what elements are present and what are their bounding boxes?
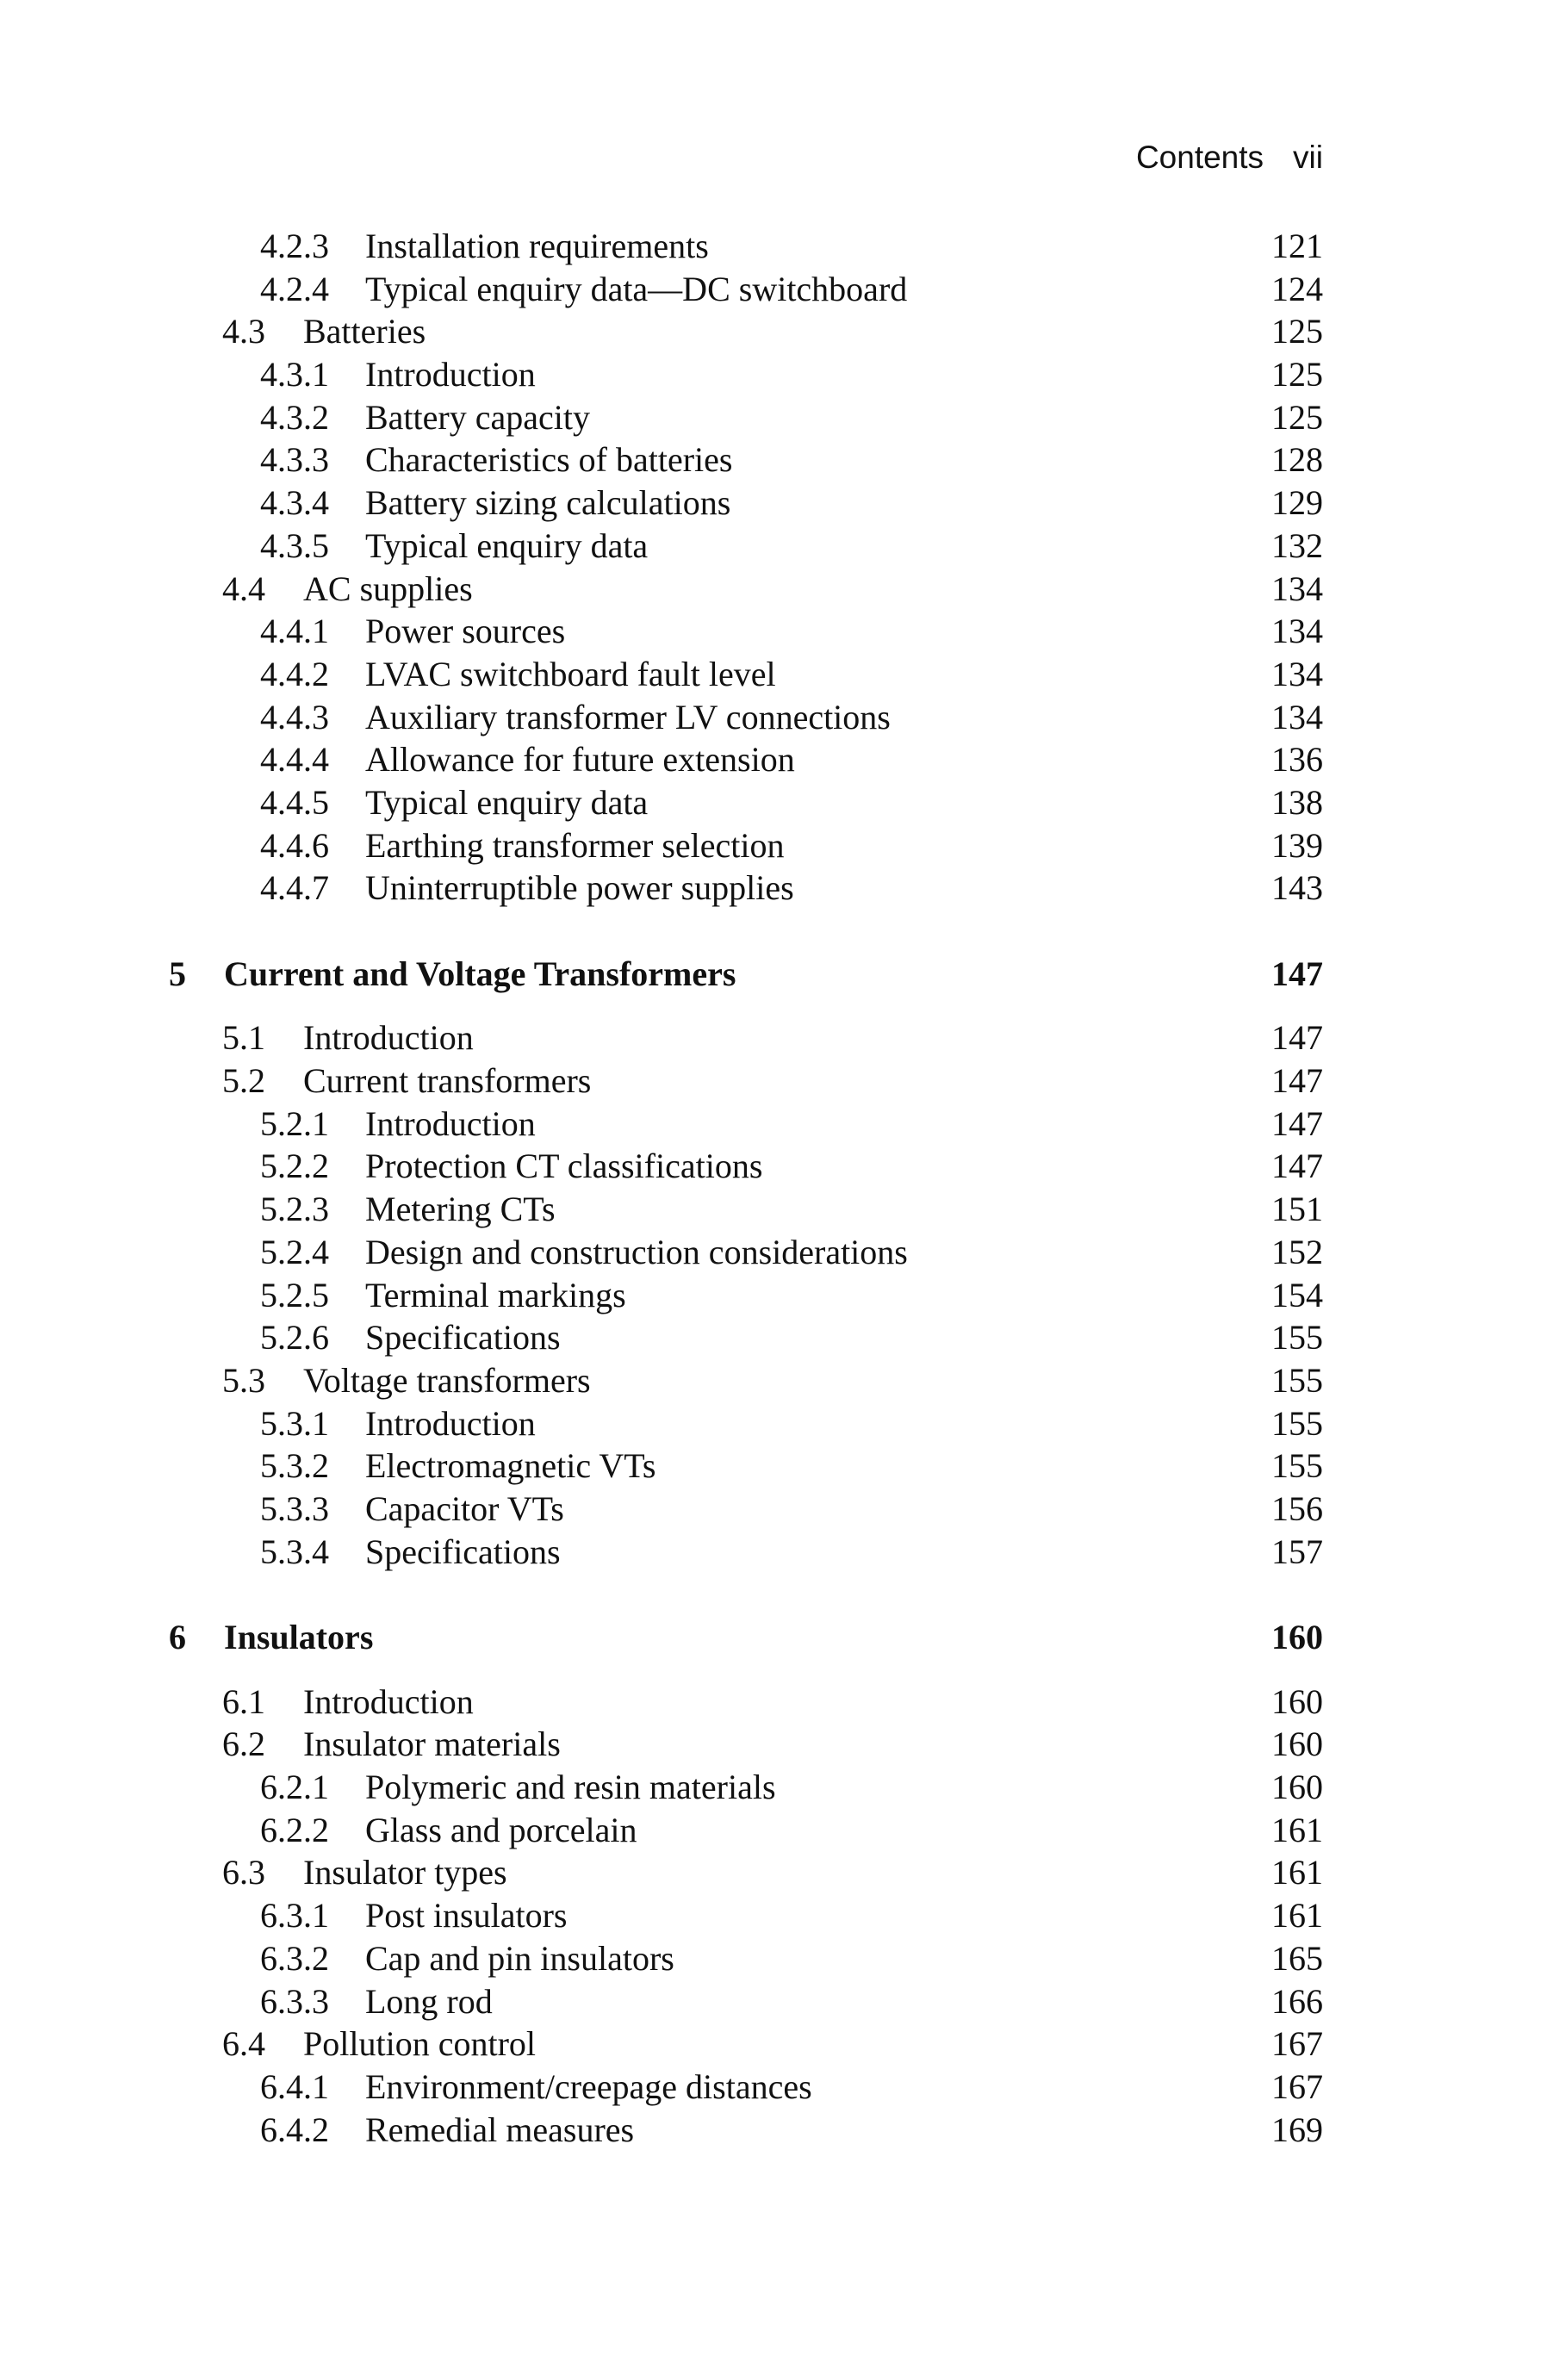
- toc-entry-title: Specifications: [365, 1532, 561, 1571]
- toc-entry: [0, 1809, 1547, 1852]
- toc-entry: [0, 696, 1547, 739]
- toc-entry-title: Current transformers: [303, 1061, 592, 1101]
- toc-entry: [0, 2023, 1547, 2066]
- toc-entry: [0, 1937, 1547, 1980]
- toc-entry-page-number: 134: [1271, 612, 1323, 651]
- toc-entry-page-number: 161: [1271, 1853, 1323, 1892]
- toc-entry: [0, 396, 1547, 439]
- toc-chapter-heading: [0, 953, 1547, 996]
- toc-entry-page-number: 160: [1271, 1618, 1323, 1656]
- toc-entry-number: 6.4.1: [260, 2066, 329, 2106]
- toc-entry-number: 4.4.5: [260, 782, 329, 822]
- toc-entry-number: 4.4: [222, 569, 265, 608]
- toc-entry-page-number: 129: [1271, 483, 1323, 523]
- toc-entry: [0, 1851, 1547, 1894]
- toc-entry-number: 4.3.1: [260, 355, 329, 395]
- toc-entry-title: Characteristics of batteries: [365, 440, 733, 480]
- toc-entry-number: 5.2.1: [260, 1103, 329, 1143]
- toc-entry-title: Introduction: [365, 1103, 536, 1143]
- toc-entry-page-number: 160: [1271, 1724, 1323, 1764]
- toc-entry-title: Uninterruptible power supplies: [365, 868, 794, 908]
- toc-entry-number: 6.2: [222, 1724, 265, 1764]
- toc-entry-title: Insulator materials: [303, 1724, 561, 1764]
- toc-entry-title: Electromagnetic VTs: [365, 1446, 656, 1486]
- toc-entry-number: 4.3.3: [260, 440, 329, 480]
- toc-entry-number: 6.4.2: [260, 2110, 329, 2149]
- toc-entry-title: Specifications: [365, 1318, 561, 1358]
- toc-entry-title: Pollution control: [303, 2024, 536, 2064]
- toc-entry-title: Batteries: [303, 312, 426, 351]
- toc-entry: [0, 525, 1547, 568]
- toc-entry: [0, 738, 1547, 781]
- running-head-page-number: vii: [1293, 140, 1323, 175]
- toc-entry-title: Environment/creepage distances: [365, 2066, 812, 2106]
- toc-entry-page-number: 165: [1271, 1938, 1323, 1978]
- toc-entry-title: AC supplies: [303, 569, 473, 608]
- toc-entry: [0, 225, 1547, 268]
- toc-entry: [0, 1723, 1547, 1766]
- toc-entry-page-number: 139: [1271, 825, 1323, 865]
- toc-entry-page-number: 155: [1271, 1360, 1323, 1400]
- toc-entry-page-number: 125: [1271, 312, 1323, 351]
- toc-entry-page-number: 147: [1271, 1018, 1323, 1058]
- toc-chapter-heading: [0, 1616, 1547, 1659]
- toc-entry-title: Long rod: [365, 1981, 493, 2021]
- toc-entry-page-number: 121: [1271, 227, 1323, 265]
- toc-entry-number: 4.4.3: [260, 697, 329, 736]
- toc-entry-number: 4.4.2: [260, 654, 329, 693]
- toc-entry-number: 5: [169, 954, 186, 993]
- toc-entry-title: Typical enquiry data: [365, 525, 649, 565]
- toc-entry-number: 6.2.2: [260, 1810, 329, 1849]
- toc-entry-number: 5.2.5: [260, 1275, 329, 1314]
- toc-entry-page-number: 134: [1271, 654, 1323, 693]
- toc-entry: [0, 1488, 1547, 1531]
- toc-entry: [0, 1316, 1547, 1359]
- toc-entry-page-number: 161: [1271, 1896, 1323, 1936]
- toc-entry-title: Typical enquiry data—DC switchboard: [365, 269, 908, 308]
- toc-entry-number: 6: [169, 1618, 186, 1656]
- running-head-label: Contents: [1135, 140, 1264, 175]
- toc-entry-page-number: 167: [1271, 2024, 1323, 2064]
- toc-entry-page-number: 169: [1271, 2110, 1323, 2149]
- toc-entry: [0, 1894, 1547, 1937]
- toc-entry-page-number: 167: [1271, 2066, 1323, 2106]
- toc-entry-number: 5.3: [222, 1360, 265, 1400]
- toc-entry-number: 4.4.4: [260, 740, 329, 780]
- running-head: [1136, 138, 1323, 177]
- toc-entry-number: 5.3.2: [260, 1446, 329, 1486]
- toc-entry: [0, 1766, 1547, 1809]
- toc-entry-title: Voltage transformers: [303, 1360, 591, 1400]
- toc-entry-number: 6.3.1: [260, 1896, 329, 1936]
- toc-entry-title: Insulator types: [303, 1853, 507, 1892]
- toc-entry-title: Installation requirements: [365, 227, 709, 265]
- toc-entry-title: Introduction: [303, 1018, 474, 1058]
- toc-entry: [0, 1060, 1547, 1103]
- toc-entry: [0, 2109, 1547, 2152]
- toc-entry-number: 5.2.6: [260, 1318, 329, 1358]
- toc-entry-page-number: 134: [1271, 697, 1323, 736]
- toc-entry-title: Post insulators: [365, 1896, 568, 1936]
- toc-entry-page-number: 138: [1271, 782, 1323, 822]
- toc-entry: [0, 268, 1547, 311]
- toc-entry-number: 5.1: [222, 1018, 265, 1058]
- toc-entry-page-number: 152: [1271, 1232, 1323, 1271]
- toc-entry-page-number: 132: [1271, 525, 1323, 565]
- toc-entry-number: 5.2: [222, 1061, 265, 1101]
- toc-entry-page-number: 143: [1271, 868, 1323, 908]
- toc-entry: [0, 1402, 1547, 1445]
- toc-entry-number: 6.4: [222, 2024, 265, 2064]
- toc-entry: [0, 824, 1547, 867]
- toc-entry: [0, 568, 1547, 611]
- toc-entry-page-number: 151: [1271, 1190, 1323, 1229]
- toc-entry-title: Introduction: [303, 1681, 474, 1721]
- toc-entry-title: Polymeric and resin materials: [365, 1768, 776, 1807]
- toc-entry-page-number: 147: [1271, 1103, 1323, 1143]
- toc-entry: [0, 1188, 1547, 1231]
- toc-entry: [0, 1445, 1547, 1488]
- toc-entry-number: 4.4.1: [260, 612, 329, 651]
- toc-entry-number: 4.3.2: [260, 397, 329, 437]
- toc-entry-title: Capacitor VTs: [365, 1488, 564, 1528]
- toc-entry-number: 5.3.3: [260, 1488, 329, 1528]
- toc-entry-number: 6.3: [222, 1853, 265, 1892]
- toc-entry-number: 6.1: [222, 1681, 265, 1721]
- toc-entry-title: Protection CT classifications: [365, 1147, 763, 1186]
- toc-entry: [0, 1531, 1547, 1574]
- toc-entry: [0, 1231, 1547, 1274]
- toc-entry: [0, 610, 1547, 653]
- toc-entry: [0, 310, 1547, 353]
- toc-entry-title: Remedial measures: [365, 2110, 635, 2149]
- toc-entry-page-number: 160: [1271, 1768, 1323, 1807]
- toc-entry-page-number: 147: [1271, 954, 1323, 993]
- toc-entry-title: Design and construction considerations: [365, 1232, 908, 1271]
- toc-entry-title: Power sources: [365, 612, 566, 651]
- toc-entry-title: Introduction: [365, 355, 536, 395]
- toc-entry-number: 5.2.4: [260, 1232, 329, 1271]
- toc-entry-number: 6.3.3: [260, 1981, 329, 2021]
- toc-entry-number: 4.3.4: [260, 483, 329, 523]
- toc-entry: [0, 1359, 1547, 1402]
- toc-entry-title: Battery capacity: [365, 397, 590, 437]
- toc-entry: [0, 781, 1547, 824]
- toc-entry-number: 5.3.1: [260, 1403, 329, 1443]
- toc-entry-number: 4.4.7: [260, 868, 329, 908]
- toc-entry-page-number: 161: [1271, 1810, 1323, 1849]
- toc-entry-page-number: 156: [1271, 1488, 1323, 1528]
- toc-entry-page-number: 155: [1271, 1318, 1323, 1358]
- toc-entry: [0, 2066, 1547, 2109]
- toc-entry-page-number: 124: [1271, 269, 1323, 308]
- toc-entry-page-number: 125: [1271, 397, 1323, 437]
- toc-entry-title: Allowance for future extension: [365, 740, 795, 780]
- toc-entry-title: Insulators: [224, 1618, 374, 1656]
- toc-entry-page-number: 125: [1271, 355, 1323, 395]
- toc-entry-number: 6.3.2: [260, 1938, 329, 1978]
- toc-entry-page-number: 136: [1271, 740, 1323, 780]
- toc-entry-number: 4.3: [222, 312, 265, 351]
- toc-entry-number: 5.2.2: [260, 1147, 329, 1186]
- toc-entry-page-number: 155: [1271, 1403, 1323, 1443]
- toc-entry-title: Glass and porcelain: [365, 1810, 637, 1849]
- toc-entry: [0, 867, 1547, 910]
- toc-entry-title: Battery sizing calculations: [365, 483, 731, 523]
- toc-entry-number: 5.2.3: [260, 1190, 329, 1229]
- toc-entry-number: 5.3.4: [260, 1532, 329, 1571]
- toc-entry: [0, 1103, 1547, 1146]
- toc-entry: [0, 482, 1547, 525]
- toc-entry: [0, 438, 1547, 482]
- toc-entry: [0, 1980, 1547, 2023]
- toc-entry-page-number: 128: [1271, 440, 1323, 480]
- toc-entry-title: Cap and pin insulators: [365, 1938, 674, 1978]
- toc-entry-page-number: 166: [1271, 1981, 1323, 2021]
- toc-entry-number: 4.2.4: [260, 269, 329, 308]
- toc-entry-number: 4.2.3: [260, 227, 329, 265]
- toc-entry: [0, 1145, 1547, 1188]
- toc-entry-number: 6.2.1: [260, 1768, 329, 1807]
- toc-entry: [0, 1274, 1547, 1317]
- toc-entry-page-number: 157: [1271, 1532, 1323, 1571]
- toc-entry-title: LVAC switchboard fault level: [365, 654, 776, 693]
- toc-entry-title: Terminal markings: [365, 1275, 626, 1314]
- toc-entry: [0, 1016, 1547, 1060]
- toc-entry-title: Metering CTs: [365, 1190, 556, 1229]
- toc-entry-page-number: 147: [1271, 1147, 1323, 1186]
- toc-entry-page-number: 147: [1271, 1061, 1323, 1101]
- toc-entry-title: Introduction: [365, 1403, 536, 1443]
- toc-entry-title: Earthing transformer selection: [365, 825, 785, 865]
- toc-entry-title: Auxiliary transformer LV connections: [365, 697, 891, 736]
- toc-entry-number: 4.4.6: [260, 825, 329, 865]
- toc-entry-title: Current and Voltage Transformers: [224, 954, 736, 993]
- toc-entry: [0, 653, 1547, 696]
- toc-entry-title: Typical enquiry data: [365, 782, 649, 822]
- toc-entry-page-number: 160: [1271, 1681, 1323, 1721]
- table-of-contents: [0, 225, 1547, 2151]
- toc-entry: [0, 353, 1547, 396]
- toc-entry-page-number: 134: [1271, 569, 1323, 608]
- toc-entry-page-number: 154: [1271, 1275, 1323, 1314]
- toc-entry: [0, 1681, 1547, 1724]
- toc-entry-number: 4.3.5: [260, 525, 329, 565]
- toc-entry-page-number: 155: [1271, 1446, 1323, 1486]
